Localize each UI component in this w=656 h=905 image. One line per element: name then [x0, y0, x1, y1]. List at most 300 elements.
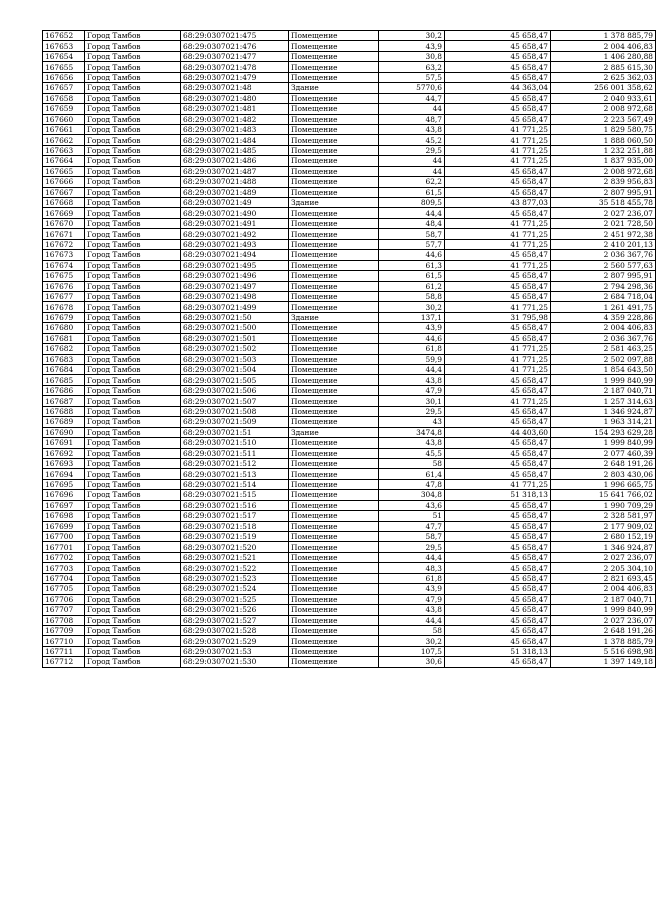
cadastral-number-cell: 68:29:0307021:50 — [181, 312, 289, 322]
table-row — [43, 657, 656, 667]
row-number: 167703 — [43, 563, 85, 573]
unit-value-cell: 45 658,47 — [445, 458, 551, 468]
unit-value-cell: 45 658,47 — [445, 511, 551, 521]
row-number: 167689 — [43, 417, 85, 427]
area-cell: 44,7 — [379, 93, 445, 103]
cadastral-value-cell: 5 516 698,98 — [551, 646, 656, 656]
cadastral-value-cell: 2 021 728,50 — [551, 218, 656, 228]
area-cell: 59,9 — [379, 354, 445, 364]
unit-value-cell: 45 658,47 — [445, 104, 551, 114]
city-cell: Город Тамбов — [85, 177, 181, 187]
area-cell: 57,5 — [379, 72, 445, 82]
cadastral-value-cell: 2 625 362,03 — [551, 72, 656, 82]
cadastral-value-cell: 15 641 766,02 — [551, 490, 656, 500]
cadastral-value-cell: 2 027 236,07 — [551, 615, 656, 625]
table-row — [43, 62, 656, 72]
table-row — [43, 542, 656, 552]
city-cell: Город Тамбов — [85, 135, 181, 145]
object-type-cell: Помещение — [289, 51, 379, 61]
object-type-cell: Помещение — [289, 344, 379, 354]
city-cell: Город Тамбов — [85, 532, 181, 542]
object-type-cell: Помещение — [289, 479, 379, 489]
row-number: 167669 — [43, 208, 85, 218]
row-number: 167670 — [43, 218, 85, 228]
area-cell: 29,5 — [379, 406, 445, 416]
table-row — [43, 312, 656, 322]
object-type-cell: Помещение — [289, 365, 379, 375]
unit-value-cell: 45 658,47 — [445, 636, 551, 646]
cadastral-value-cell: 1 888 060,50 — [551, 135, 656, 145]
area-cell: 48,4 — [379, 218, 445, 228]
city-cell: Город Тамбов — [85, 41, 181, 51]
cadastral-value-cell: 1 378 885,79 — [551, 636, 656, 646]
object-type-cell: Помещение — [289, 417, 379, 427]
table-row — [43, 135, 656, 145]
object-type-cell: Помещение — [289, 187, 379, 197]
cadastral-value-cell: 1 397 149,18 — [551, 657, 656, 667]
table-row — [43, 41, 656, 51]
row-number: 167687 — [43, 396, 85, 406]
row-number: 167686 — [43, 385, 85, 395]
cadastral-value-cell: 2 648 191,26 — [551, 458, 656, 468]
row-number: 167708 — [43, 615, 85, 625]
area-cell: 48,7 — [379, 114, 445, 124]
area-cell: 44,6 — [379, 250, 445, 260]
area-cell: 51 — [379, 511, 445, 521]
cadastral-number-cell: 68:29:0307021:489 — [181, 187, 289, 197]
object-type-cell: Помещение — [289, 584, 379, 594]
city-cell: Город Тамбов — [85, 657, 181, 667]
area-cell: 43 — [379, 417, 445, 427]
area-cell: 58,7 — [379, 532, 445, 542]
unit-value-cell: 41 771,25 — [445, 124, 551, 134]
table-row — [43, 636, 656, 646]
area-cell: 47,9 — [379, 385, 445, 395]
area-cell: 61,8 — [379, 573, 445, 583]
table-row — [43, 31, 656, 41]
area-cell: 30,2 — [379, 31, 445, 41]
area-cell: 44 — [379, 104, 445, 114]
object-type-cell: Помещение — [289, 229, 379, 239]
area-cell: 30,2 — [379, 636, 445, 646]
table-row — [43, 646, 656, 656]
cadastral-number-cell: 68:29:0307021:517 — [181, 511, 289, 521]
area-cell: 61,4 — [379, 469, 445, 479]
area-cell: 45,5 — [379, 448, 445, 458]
cadastral-value-cell: 2 027 236,07 — [551, 208, 656, 218]
unit-value-cell: 45 658,47 — [445, 448, 551, 458]
area-cell: 58 — [379, 458, 445, 468]
cadastral-value-cell: 2 803 430,06 — [551, 469, 656, 479]
cadastral-value-cell: 2 807 995,91 — [551, 271, 656, 281]
cadastral-number-cell: 68:29:0307021:511 — [181, 448, 289, 458]
area-cell: 30,2 — [379, 302, 445, 312]
table-row — [43, 584, 656, 594]
cadastral-number-cell: 68:29:0307021:479 — [181, 72, 289, 82]
row-number: 167688 — [43, 406, 85, 416]
cadastral-number-cell: 68:29:0307021:525 — [181, 594, 289, 604]
row-number: 167685 — [43, 375, 85, 385]
row-number: 167663 — [43, 145, 85, 155]
unit-value-cell: 45 658,47 — [445, 187, 551, 197]
row-number: 167709 — [43, 625, 85, 635]
area-cell: 57,7 — [379, 239, 445, 249]
unit-value-cell: 31 795,98 — [445, 312, 551, 322]
object-type-cell: Помещение — [289, 458, 379, 468]
cadastral-number-cell: 68:29:0307021:488 — [181, 177, 289, 187]
cadastral-value-cell: 2 027 236,07 — [551, 552, 656, 562]
city-cell: Город Тамбов — [85, 479, 181, 489]
cadastral-value-cell: 2 040 933,61 — [551, 93, 656, 103]
cadastral-value-cell: 2 839 956,83 — [551, 177, 656, 187]
unit-value-cell: 45 658,47 — [445, 552, 551, 562]
object-type-cell: Здание — [289, 83, 379, 93]
object-type-cell: Помещение — [289, 521, 379, 531]
area-cell: 29,5 — [379, 542, 445, 552]
unit-value-cell: 41 771,25 — [445, 354, 551, 364]
cadastral-value-cell: 2 077 460,39 — [551, 448, 656, 458]
row-number: 167653 — [43, 41, 85, 51]
table-row — [43, 469, 656, 479]
object-type-cell: Помещение — [289, 302, 379, 312]
object-type-cell: Здание — [289, 198, 379, 208]
object-type-cell: Помещение — [289, 615, 379, 625]
object-type-cell: Здание — [289, 312, 379, 322]
object-type-cell: Помещение — [289, 239, 379, 249]
unit-value-cell: 45 658,47 — [445, 542, 551, 552]
area-cell: 44,4 — [379, 365, 445, 375]
object-type-cell: Помещение — [289, 552, 379, 562]
city-cell: Город Тамбов — [85, 511, 181, 521]
area-cell: 47,7 — [379, 521, 445, 531]
table-row — [43, 177, 656, 187]
city-cell: Город Тамбов — [85, 51, 181, 61]
table-row — [43, 385, 656, 395]
unit-value-cell: 45 658,47 — [445, 208, 551, 218]
area-cell: 62,2 — [379, 177, 445, 187]
cadastral-value-cell: 2 004 406,83 — [551, 584, 656, 594]
object-type-cell: Помещение — [289, 573, 379, 583]
area-cell: 29,5 — [379, 145, 445, 155]
unit-value-cell: 45 658,47 — [445, 51, 551, 61]
cadastral-number-cell: 68:29:0307021:505 — [181, 375, 289, 385]
table-row — [43, 166, 656, 176]
area-cell: 58,8 — [379, 291, 445, 301]
area-cell: 44,6 — [379, 333, 445, 343]
city-cell: Город Тамбов — [85, 594, 181, 604]
city-cell: Город Тамбов — [85, 229, 181, 239]
object-type-cell: Помещение — [289, 448, 379, 458]
row-number: 167712 — [43, 657, 85, 667]
city-cell: Город Тамбов — [85, 93, 181, 103]
cadastral-number-cell: 68:29:0307021:501 — [181, 333, 289, 343]
city-cell: Город Тамбов — [85, 156, 181, 166]
city-cell: Город Тамбов — [85, 375, 181, 385]
city-cell: Город Тамбов — [85, 584, 181, 594]
object-type-cell: Помещение — [289, 469, 379, 479]
city-cell: Город Тамбов — [85, 521, 181, 531]
row-number: 167678 — [43, 302, 85, 312]
unit-value-cell: 45 658,47 — [445, 563, 551, 573]
object-type-cell: Помещение — [289, 500, 379, 510]
cadastral-value-cell: 2 502 097,88 — [551, 354, 656, 364]
table-row — [43, 323, 656, 333]
table-row — [43, 208, 656, 218]
cadastral-value-cell: 35 518 455,78 — [551, 198, 656, 208]
unit-value-cell: 44 403,60 — [445, 427, 551, 437]
cadastral-value-cell: 1 257 314,63 — [551, 396, 656, 406]
object-type-cell: Помещение — [289, 145, 379, 155]
table-row — [43, 458, 656, 468]
cadastral-value-table — [42, 30, 656, 668]
area-cell: 61,5 — [379, 187, 445, 197]
city-cell: Город Тамбов — [85, 605, 181, 615]
table-row — [43, 427, 656, 437]
unit-value-cell: 45 658,47 — [445, 521, 551, 531]
table-row — [43, 417, 656, 427]
cadastral-value-cell: 1 232 251,88 — [551, 145, 656, 155]
object-type-cell: Помещение — [289, 177, 379, 187]
cadastral-number-cell: 68:29:0307021:486 — [181, 156, 289, 166]
object-type-cell: Помещение — [289, 406, 379, 416]
object-type-cell: Помещение — [289, 385, 379, 395]
city-cell: Город Тамбов — [85, 291, 181, 301]
unit-value-cell: 45 658,47 — [445, 417, 551, 427]
cadastral-number-cell: 68:29:0307021:497 — [181, 281, 289, 291]
city-cell: Город Тамбов — [85, 448, 181, 458]
table-row — [43, 83, 656, 93]
row-number: 167677 — [43, 291, 85, 301]
unit-value-cell: 45 658,47 — [445, 625, 551, 635]
object-type-cell: Помещение — [289, 646, 379, 656]
unit-value-cell: 45 658,47 — [445, 406, 551, 416]
unit-value-cell: 45 658,47 — [445, 584, 551, 594]
table-row — [43, 605, 656, 615]
table-row — [43, 302, 656, 312]
area-cell: 44,4 — [379, 552, 445, 562]
unit-value-cell: 45 658,47 — [445, 62, 551, 72]
object-type-cell: Помещение — [289, 260, 379, 270]
unit-value-cell: 45 658,47 — [445, 114, 551, 124]
cadastral-value-cell: 2 885 615,30 — [551, 62, 656, 72]
area-cell: 48,3 — [379, 563, 445, 573]
row-number: 167692 — [43, 448, 85, 458]
city-cell: Город Тамбов — [85, 208, 181, 218]
city-cell: Город Тамбов — [85, 145, 181, 155]
object-type-cell: Здание — [289, 427, 379, 437]
table-row — [43, 438, 656, 448]
city-cell: Город Тамбов — [85, 365, 181, 375]
area-cell: 61,8 — [379, 344, 445, 354]
row-number: 167698 — [43, 511, 85, 521]
cadastral-value-cell: 1 996 665,75 — [551, 479, 656, 489]
cadastral-value-cell: 2 187 040,71 — [551, 594, 656, 604]
cadastral-number-cell: 68:29:0307021:498 — [181, 291, 289, 301]
cadastral-number-cell: 68:29:0307021:503 — [181, 354, 289, 364]
area-cell: 809,5 — [379, 198, 445, 208]
cadastral-value-cell: 2 560 577,63 — [551, 260, 656, 270]
city-cell: Город Тамбов — [85, 323, 181, 333]
row-number: 167704 — [43, 573, 85, 583]
cadastral-value-cell: 154 293 629,28 — [551, 427, 656, 437]
unit-value-cell: 45 658,47 — [445, 385, 551, 395]
city-cell: Город Тамбов — [85, 250, 181, 260]
cadastral-number-cell: 68:29:0307021:504 — [181, 365, 289, 375]
table-row — [43, 229, 656, 239]
cadastral-number-cell: 68:29:0307021:514 — [181, 479, 289, 489]
city-cell: Город Тамбов — [85, 333, 181, 343]
object-type-cell: Помещение — [289, 375, 379, 385]
cadastral-number-cell: 68:29:0307021:507 — [181, 396, 289, 406]
city-cell: Город Тамбов — [85, 312, 181, 322]
unit-value-cell: 45 658,47 — [445, 250, 551, 260]
table-row — [43, 563, 656, 573]
area-cell: 58,7 — [379, 229, 445, 239]
object-type-cell: Помещение — [289, 156, 379, 166]
unit-value-cell: 45 658,47 — [445, 281, 551, 291]
unit-value-cell: 41 771,25 — [445, 135, 551, 145]
row-number: 167691 — [43, 438, 85, 448]
area-cell: 44 — [379, 166, 445, 176]
row-number: 167674 — [43, 260, 85, 270]
city-cell: Город Тамбов — [85, 500, 181, 510]
city-cell: Город Тамбов — [85, 271, 181, 281]
table-row — [43, 594, 656, 604]
city-cell: Город Тамбов — [85, 166, 181, 176]
city-cell: Город Тамбов — [85, 187, 181, 197]
table-row — [43, 156, 656, 166]
row-number: 167683 — [43, 354, 85, 364]
row-number: 167665 — [43, 166, 85, 176]
table-row — [43, 187, 656, 197]
object-type-cell: Помещение — [289, 532, 379, 542]
cadastral-value-cell: 2 821 693,45 — [551, 573, 656, 583]
area-cell: 107,5 — [379, 646, 445, 656]
row-number: 167662 — [43, 135, 85, 145]
row-number: 167667 — [43, 187, 85, 197]
unit-value-cell: 45 658,47 — [445, 291, 551, 301]
cadastral-number-cell: 68:29:0307021:530 — [181, 657, 289, 667]
city-cell: Город Тамбов — [85, 31, 181, 41]
cadastral-number-cell: 68:29:0307021:518 — [181, 521, 289, 531]
area-cell: 61,3 — [379, 260, 445, 270]
area-cell: 30,1 — [379, 396, 445, 406]
cadastral-number-cell: 68:29:0307021:487 — [181, 166, 289, 176]
object-type-cell: Помещение — [289, 135, 379, 145]
cadastral-number-cell: 68:29:0307021:522 — [181, 563, 289, 573]
area-cell: 63,2 — [379, 62, 445, 72]
unit-value-cell: 45 658,47 — [445, 594, 551, 604]
row-number: 167711 — [43, 646, 85, 656]
cadastral-number-cell: 68:29:0307021:510 — [181, 438, 289, 448]
cadastral-value-cell: 2 794 298,36 — [551, 281, 656, 291]
row-number: 167684 — [43, 365, 85, 375]
city-cell: Город Тамбов — [85, 302, 181, 312]
unit-value-cell: 45 658,47 — [445, 532, 551, 542]
area-cell: 47,9 — [379, 594, 445, 604]
row-number: 167694 — [43, 469, 85, 479]
unit-value-cell: 41 771,25 — [445, 479, 551, 489]
area-cell: 58 — [379, 625, 445, 635]
unit-value-cell: 45 658,47 — [445, 177, 551, 187]
area-cell: 304,8 — [379, 490, 445, 500]
cadastral-value-cell: 1 406 280,88 — [551, 51, 656, 61]
cadastral-number-cell: 68:29:0307021:483 — [181, 124, 289, 134]
city-cell: Город Тамбов — [85, 104, 181, 114]
row-number: 167655 — [43, 62, 85, 72]
object-type-cell: Помещение — [289, 636, 379, 646]
table-row — [43, 406, 656, 416]
area-cell: 61,5 — [379, 271, 445, 281]
row-number: 167672 — [43, 239, 85, 249]
unit-value-cell: 41 771,25 — [445, 365, 551, 375]
cadastral-value-cell: 1 346 924,87 — [551, 406, 656, 416]
area-cell: 43,6 — [379, 500, 445, 510]
object-type-cell: Помещение — [289, 657, 379, 667]
cadastral-number-cell: 68:29:0307021:521 — [181, 552, 289, 562]
cadastral-number-cell: 68:29:0307021:513 — [181, 469, 289, 479]
cadastral-number-cell: 68:29:0307021:516 — [181, 500, 289, 510]
cadastral-value-cell: 1 990 709,29 — [551, 500, 656, 510]
object-type-cell: Помещение — [289, 281, 379, 291]
cadastral-number-cell: 68:29:0307021:476 — [181, 41, 289, 51]
cadastral-number-cell: 68:29:0307021:493 — [181, 239, 289, 249]
cadastral-value-cell: 2 177 909,02 — [551, 521, 656, 531]
cadastral-value-cell: 2 004 406,83 — [551, 323, 656, 333]
object-type-cell: Помещение — [289, 511, 379, 521]
object-type-cell: Помещение — [289, 93, 379, 103]
row-number: 167652 — [43, 31, 85, 41]
area-cell: 3474,8 — [379, 427, 445, 437]
unit-value-cell: 41 771,25 — [445, 396, 551, 406]
unit-value-cell: 44 363,04 — [445, 83, 551, 93]
cadastral-number-cell: 68:29:0307021:49 — [181, 198, 289, 208]
cadastral-value-cell: 2 036 367,76 — [551, 250, 656, 260]
table-row — [43, 448, 656, 458]
cadastral-number-cell: 68:29:0307021:515 — [181, 490, 289, 500]
row-number: 167671 — [43, 229, 85, 239]
row-number: 167696 — [43, 490, 85, 500]
cadastral-number-cell: 68:29:0307021:478 — [181, 62, 289, 72]
city-cell: Город Тамбов — [85, 72, 181, 82]
cadastral-value-cell: 1 999 840,99 — [551, 375, 656, 385]
row-number: 167675 — [43, 271, 85, 281]
object-type-cell: Помещение — [289, 166, 379, 176]
unit-value-cell: 45 658,47 — [445, 657, 551, 667]
cadastral-value-cell: 1 837 935,00 — [551, 156, 656, 166]
table-row — [43, 218, 656, 228]
cadastral-value-cell: 256 001 358,62 — [551, 83, 656, 93]
unit-value-cell: 41 771,25 — [445, 302, 551, 312]
city-cell: Город Тамбов — [85, 469, 181, 479]
cadastral-value-cell: 2 036 367,76 — [551, 333, 656, 343]
table-row — [43, 114, 656, 124]
object-type-cell: Помещение — [289, 542, 379, 552]
cadastral-value-cell: 1 346 924,87 — [551, 542, 656, 552]
unit-value-cell: 45 658,47 — [445, 72, 551, 82]
table-row — [43, 260, 656, 270]
object-type-cell: Помещение — [289, 208, 379, 218]
cadastral-number-cell: 68:29:0307021:528 — [181, 625, 289, 635]
object-type-cell: Помещение — [289, 114, 379, 124]
table-row — [43, 72, 656, 82]
area-cell: 30,8 — [379, 51, 445, 61]
city-cell: Город Тамбов — [85, 458, 181, 468]
object-type-cell: Помещение — [289, 250, 379, 260]
area-cell: 43,9 — [379, 584, 445, 594]
cadastral-number-cell: 68:29:0307021:477 — [181, 51, 289, 61]
row-number: 167661 — [43, 124, 85, 134]
